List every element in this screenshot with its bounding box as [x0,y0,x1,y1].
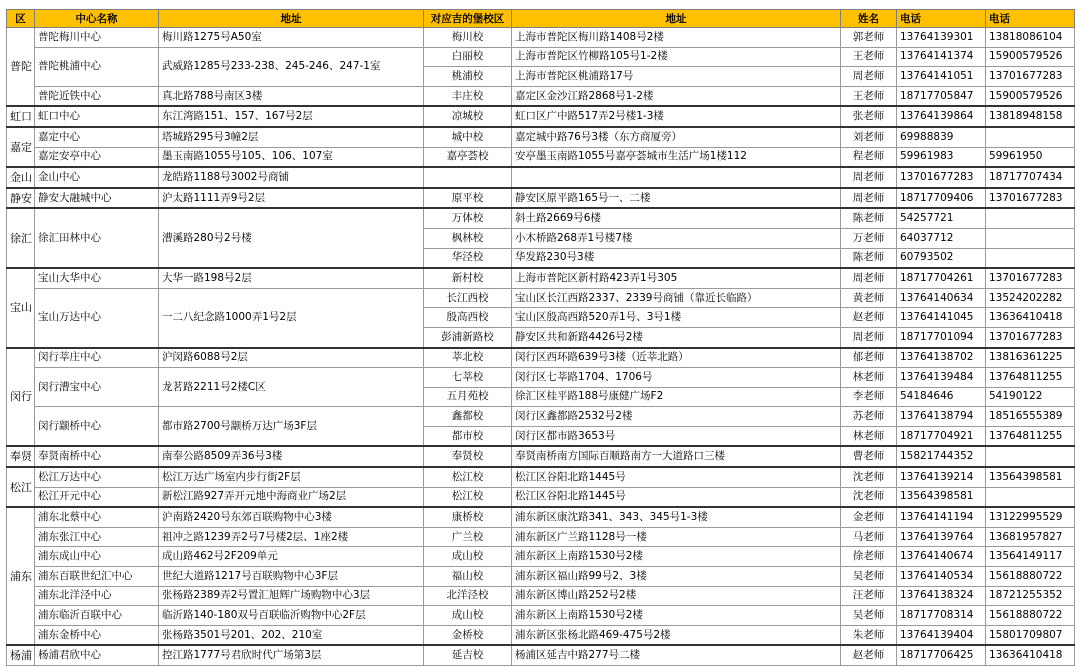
campus-address-cell: 嘉定城中路76号3楼（东方商厦旁） [512,127,841,147]
center-name-cell: 浦东百联世纪汇中心 [35,567,159,587]
campus-address-cell: 斜土路2669号6楼 [512,208,841,228]
campus-cell: 成山校 [424,606,512,626]
campus-cell [424,167,512,188]
phone1-cell: 13764140634 [897,288,986,308]
center-name-cell: 浦东临沂百联中心 [35,606,159,626]
center-address-cell: 世纪大道路1217号百联购物中心3F层 [159,567,424,587]
center-name-cell: 闵行漕宝中心 [35,368,159,407]
campus-address-cell: 上海市普陀区竹柳路105号1-2楼 [512,47,841,67]
table-row [7,467,1075,487]
center-address-cell: 沪闵路6088号2层 [159,348,424,368]
contact-name-cell: 张老师 [841,106,897,127]
district-cell: 浦东 [7,507,35,645]
campus-cell: 殷高西校 [424,308,512,328]
phone1-cell: 13764141194 [897,507,986,527]
center-name-cell: 松江万达中心 [35,467,159,487]
phone2-cell: 18717707434 [986,167,1075,188]
contact-name-cell: 吴老师 [841,606,897,626]
contact-name-cell: 苏老师 [841,407,897,427]
campus-cell: 凉城校 [424,106,512,127]
campus-address-cell [512,167,841,188]
phone2-cell: 13636410418 [986,645,1075,665]
campus-address-cell: 浦东新区广兰路1128号一楼 [512,527,841,547]
phone1-cell: 13764139301 [897,28,986,48]
campus-cell: 白丽校 [424,47,512,67]
campus-cell: 桃浦校 [424,67,512,87]
center-name-cell: 徐汇田林中心 [35,208,159,268]
center-address-cell: 龙茗路2211号2楼C区 [159,368,424,407]
contact-name-cell: 王老师 [841,47,897,67]
campus-address-cell: 浦东新区康沈路341、343、345号1-3楼 [512,507,841,527]
center-address-cell: 龙皓路1188号3002号商铺 [159,167,424,188]
contact-name-cell: 周老师 [841,188,897,209]
campus-cell: 延吉校 [424,645,512,665]
contact-name-cell: 沈老师 [841,467,897,487]
table-row [7,487,1075,507]
phone1-cell: 54184646 [897,387,986,407]
phone2-cell: 54190122 [986,387,1075,407]
contact-name-cell: 黄老师 [841,288,897,308]
center-address-cell: 新松江路927弄开元地中海商业广场2层 [159,487,424,507]
campus-address-cell: 徐汇区桂平路188号康健广场F2 [512,387,841,407]
center-address-cell: 祖冲之路1239弄2号7号楼2层、1座2楼 [159,527,424,547]
campus-cell: 新村校 [424,268,512,288]
campus-cell: 城中校 [424,127,512,147]
district-cell: 奉贤 [7,446,35,467]
phone2-cell: 59961950 [986,147,1075,167]
campus-address-cell: 浦东新区福山路99号2、3楼 [512,567,841,587]
center-address-cell: 东江湾路151、157、167号2层 [159,106,424,127]
table-row [7,28,1075,48]
phone2-cell: 13636410418 [986,308,1075,328]
header-district: 区 [7,10,35,28]
campus-address-cell: 浦东新区博山路252号2楼 [512,586,841,606]
phone2-cell: 15618880722 [986,567,1075,587]
phone2-cell [986,487,1075,507]
phone1-cell: 60793502 [897,248,986,268]
campus-cell: 莘北校 [424,348,512,368]
header-contact-name: 姓名 [841,10,897,28]
phone2-cell: 13764811255 [986,426,1075,446]
table-row [7,368,1075,388]
campus-cell: 长江西校 [424,288,512,308]
campus-address-cell: 静安区原平路165号一、二楼 [512,188,841,209]
phone2-cell: 13564398581 [986,467,1075,487]
table-row [7,208,1075,228]
campus-address-cell: 杨浦区延吉中路277号二楼 [512,645,841,665]
campus-address-cell: 静安区共和新路4426号2楼 [512,327,841,347]
center-address-cell: 一二八纪念路1000弄1号2层 [159,288,424,347]
contact-name-cell: 李老师 [841,387,897,407]
phone1-cell: 13764141374 [897,47,986,67]
table-row [7,127,1075,147]
campus-address-cell: 浦东新区上南路1530号2楼 [512,547,841,567]
table-row [7,47,1075,67]
campus-address-cell: 华发路230号3楼 [512,248,841,268]
center-name-cell: 闵行颛桥中心 [35,407,159,447]
centers-table [6,9,1075,666]
phone2-cell: 18721255352 [986,586,1075,606]
table-row [7,86,1075,106]
center-name-cell: 虹口中心 [35,106,159,127]
phone2-cell: 13122995529 [986,507,1075,527]
center-name-cell: 静安大融城中心 [35,188,159,209]
table-row [7,188,1075,209]
phone1-cell: 13764138324 [897,586,986,606]
contact-name-cell: 马老师 [841,527,897,547]
phone1-cell: 13764139484 [897,368,986,388]
phone1-cell: 18717709406 [897,188,986,209]
campus-address-cell: 宝山区长江西路2337、2339号商铺（靠近长临路） [512,288,841,308]
campus-cell: 鑫都校 [424,407,512,427]
phone1-cell: 18717708314 [897,606,986,626]
center-name-cell: 普陀桃浦中心 [35,47,159,86]
table-row [7,625,1075,645]
campus-address-cell: 奉贤南桥南方国际百顺路南方一大道路口三楼 [512,446,841,467]
phone1-cell: 15821744352 [897,446,986,467]
campus-address-cell: 浦东新区张杨北路469-475号2楼 [512,625,841,645]
table-row [7,407,1075,427]
table-row [7,106,1075,127]
phone2-cell: 13701677283 [986,268,1075,288]
phone2-cell: 13818086104 [986,28,1075,48]
campus-address-cell: 闵行区七莘路1704、1706号 [512,368,841,388]
table-row [7,586,1075,606]
table-row [7,507,1075,527]
header-campus: 对应吉的堡校区 [424,10,512,28]
phone1-cell: 18717706425 [897,645,986,665]
phone1-cell: 13764141045 [897,308,986,328]
contact-name-cell: 朱老师 [841,625,897,645]
table-row [7,606,1075,626]
district-cell: 嘉定 [7,127,35,167]
contact-name-cell: 吴老师 [841,567,897,587]
center-address-cell: 成山路462号2F209单元 [159,547,424,567]
table-row [7,645,1075,665]
phone2-cell: 15801709807 [986,625,1075,645]
campus-cell: 成山校 [424,547,512,567]
phone1-cell: 64037712 [897,228,986,248]
district-cell: 徐汇 [7,208,35,268]
contact-name-cell: 周老师 [841,167,897,188]
center-address-cell: 南奉公路8509弄36号3楼 [159,446,424,467]
campus-cell: 彭浦新路校 [424,327,512,347]
phone2-cell: 13764811255 [986,368,1075,388]
center-address-cell: 武威路1285号233-238、245-246、247-1室 [159,47,424,86]
district-cell: 杨浦 [7,645,35,665]
center-name-cell: 奉贤南桥中心 [35,446,159,467]
phone1-cell: 13764138702 [897,348,986,368]
center-address-cell: 塔城路295号3幢2层 [159,127,424,147]
campus-cell: 嘉亭荟校 [424,147,512,167]
campus-address-cell: 虹口区广中路517弄2号楼1-3楼 [512,106,841,127]
phone1-cell: 13764139864 [897,106,986,127]
campus-cell: 丰庄校 [424,86,512,106]
campus-cell: 万体校 [424,208,512,228]
phone1-cell: 59961983 [897,147,986,167]
campus-cell: 北洋泾校 [424,586,512,606]
contact-name-cell: 刘老师 [841,127,897,147]
campus-cell: 都市校 [424,426,512,446]
district-cell: 闵行 [7,348,35,447]
center-name-cell: 浦东成山中心 [35,547,159,567]
campus-address-cell: 闵行区都市路3653号 [512,426,841,446]
center-name-cell: 宝山大华中心 [35,268,159,288]
table-row [7,167,1075,188]
phone2-cell: 13816361225 [986,348,1075,368]
campus-address-cell: 宝山区殷高西路520弄1号、3号1楼 [512,308,841,328]
center-name-cell: 浦东金桥中心 [35,625,159,645]
contact-name-cell: 陈老师 [841,248,897,268]
contact-name-cell: 郭老师 [841,28,897,48]
phone1-cell: 13701677283 [897,167,986,188]
phone2-cell: 13701677283 [986,188,1075,209]
center-name-cell: 宝山万达中心 [35,288,159,347]
header-phone2: 电话 [986,10,1075,28]
center-address-cell: 张杨路2389弄2号置汇旭辉广场购物中心3层 [159,586,424,606]
center-address-cell: 控江路1777号君欣时代广场第3层 [159,645,424,665]
campus-cell: 福山校 [424,567,512,587]
phone1-cell: 13764140674 [897,547,986,567]
contact-name-cell: 金老师 [841,507,897,527]
district-cell: 金山 [7,167,35,188]
center-name-cell: 杨浦君欣中心 [35,645,159,665]
center-name-cell: 闵行莘庄中心 [35,348,159,368]
phone1-cell: 13764139214 [897,467,986,487]
campus-cell: 七莘校 [424,368,512,388]
center-address-cell: 沪南路2420号东郊百联购物中心3楼 [159,507,424,527]
phone2-cell: 18516555389 [986,407,1075,427]
campus-address-cell: 上海市普陀区梅川路1408号2楼 [512,28,841,48]
center-address-cell: 漕溪路280号2号楼 [159,208,424,268]
contact-name-cell: 周老师 [841,327,897,347]
district-cell: 虹口 [7,106,35,127]
phone1-cell: 13764141051 [897,67,986,87]
header-campus-address: 地址 [512,10,841,28]
header-phone1: 电话 [897,10,986,28]
center-name-cell: 嘉定安亭中心 [35,147,159,167]
phone2-cell: 13564149117 [986,547,1075,567]
phone1-cell: 13764139404 [897,625,986,645]
center-name-cell: 浦东北洋泾中心 [35,586,159,606]
campus-address-cell: 闵行区鑫都路2532号2楼 [512,407,841,427]
campus-cell: 广兰校 [424,527,512,547]
district-cell: 松江 [7,467,35,507]
campus-address-cell: 上海市普陀区新村路423弄1号305 [512,268,841,288]
phone1-cell: 13564398581 [897,487,986,507]
campus-address-cell: 浦东新区上南路1530号2楼 [512,606,841,626]
contact-name-cell: 陈老师 [841,208,897,228]
campus-cell: 华泾校 [424,248,512,268]
header-center-name: 中心名称 [35,10,159,28]
contact-name-cell: 赵老师 [841,645,897,665]
phone2-cell: 13701677283 [986,327,1075,347]
phone2-cell [986,446,1075,467]
center-address-cell: 真北路788号南区3楼 [159,86,424,106]
center-address-cell: 张杨路3501号201、202、210室 [159,625,424,645]
center-address-cell: 沪太路1111弄9号2层 [159,188,424,209]
campus-address-cell: 松江区谷阳北路1445号 [512,487,841,507]
center-name-cell: 金山中心 [35,167,159,188]
campus-address-cell: 闵行区西环路639号3楼（近莘北路） [512,348,841,368]
center-name-cell: 嘉定中心 [35,127,159,147]
center-address-cell: 松江万达广场室内步行街2F层 [159,467,424,487]
phone1-cell: 13764140534 [897,567,986,587]
contact-name-cell: 王老师 [841,86,897,106]
contact-name-cell: 林老师 [841,426,897,446]
table-row [7,567,1075,587]
center-name-cell: 浦东张江中心 [35,527,159,547]
contact-name-cell: 万老师 [841,228,897,248]
campus-cell: 松江校 [424,467,512,487]
contact-name-cell: 林老师 [841,368,897,388]
district-cell: 静安 [7,188,35,209]
center-address-cell: 临沂路140-180双号百联临沂购物中心2F层 [159,606,424,626]
center-address-cell: 墨玉南路1055号105、106、107室 [159,147,424,167]
phone2-cell [986,127,1075,147]
phone2-cell: 13818948158 [986,106,1075,127]
table-row [7,288,1075,308]
table-row [7,547,1075,567]
table-row [7,147,1075,167]
campus-cell: 原平校 [424,188,512,209]
table-row [7,527,1075,547]
phone2-cell: 15618880722 [986,606,1075,626]
phone2-cell [986,208,1075,228]
phone2-cell [986,248,1075,268]
phone2-cell: 13701677283 [986,67,1075,87]
table-row [7,348,1075,368]
phone1-cell: 69988839 [897,127,986,147]
campus-cell: 松江校 [424,487,512,507]
phone2-cell: 13681957827 [986,527,1075,547]
phone1-cell: 18717704921 [897,426,986,446]
center-name-cell: 松江开元中心 [35,487,159,507]
table-row [7,268,1075,288]
campus-cell: 奉贤校 [424,446,512,467]
campus-address-cell: 安亭墨玉南路1055号嘉亭荟城市生活广场1楼112 [512,147,841,167]
campus-cell: 康桥校 [424,507,512,527]
contact-name-cell: 徐老师 [841,547,897,567]
contact-name-cell: 曹老师 [841,446,897,467]
campus-cell: 枫林校 [424,228,512,248]
contact-name-cell: 赵老师 [841,308,897,328]
phone2-cell: 15900579526 [986,86,1075,106]
campus-cell: 五月苑校 [424,387,512,407]
district-cell: 宝山 [7,268,35,347]
center-name-cell: 普陀梅川中心 [35,28,159,48]
phone1-cell: 18717701094 [897,327,986,347]
center-name-cell: 普陀近铁中心 [35,86,159,106]
phone1-cell: 13764139764 [897,527,986,547]
district-cell: 普陀 [7,28,35,107]
phone2-cell: 15900579526 [986,47,1075,67]
phone1-cell: 18717705847 [897,86,986,106]
center-address-cell: 都市路2700号颛桥万达广场3F层 [159,407,424,447]
phone2-cell: 13524202282 [986,288,1075,308]
campus-address-cell: 小木桥路268弄1号楼7楼 [512,228,841,248]
table-row [7,446,1075,467]
contact-name-cell: 程老师 [841,147,897,167]
campus-address-cell: 上海市普陀区桃浦路17号 [512,67,841,87]
header-center-address: 地址 [159,10,424,28]
contact-name-cell: 周老师 [841,268,897,288]
phone1-cell: 13764138794 [897,407,986,427]
campus-cell: 梅川校 [424,28,512,48]
phone1-cell: 18717704261 [897,268,986,288]
campus-cell: 金桥校 [424,625,512,645]
center-name-cell: 浦东北蔡中心 [35,507,159,527]
contact-name-cell: 周老师 [841,67,897,87]
contact-name-cell: 汪老师 [841,586,897,606]
campus-address-cell: 松江区谷阳北路1445号 [512,467,841,487]
header-row [7,10,1075,28]
phone2-cell [986,228,1075,248]
center-address-cell: 梅川路1275号A50室 [159,28,424,48]
contact-name-cell: 郁老师 [841,348,897,368]
contact-name-cell: 沈老师 [841,487,897,507]
center-address-cell: 大华一路198号2层 [159,268,424,288]
phone1-cell: 54257721 [897,208,986,228]
campus-address-cell: 嘉定区金沙江路2868号1-2楼 [512,86,841,106]
